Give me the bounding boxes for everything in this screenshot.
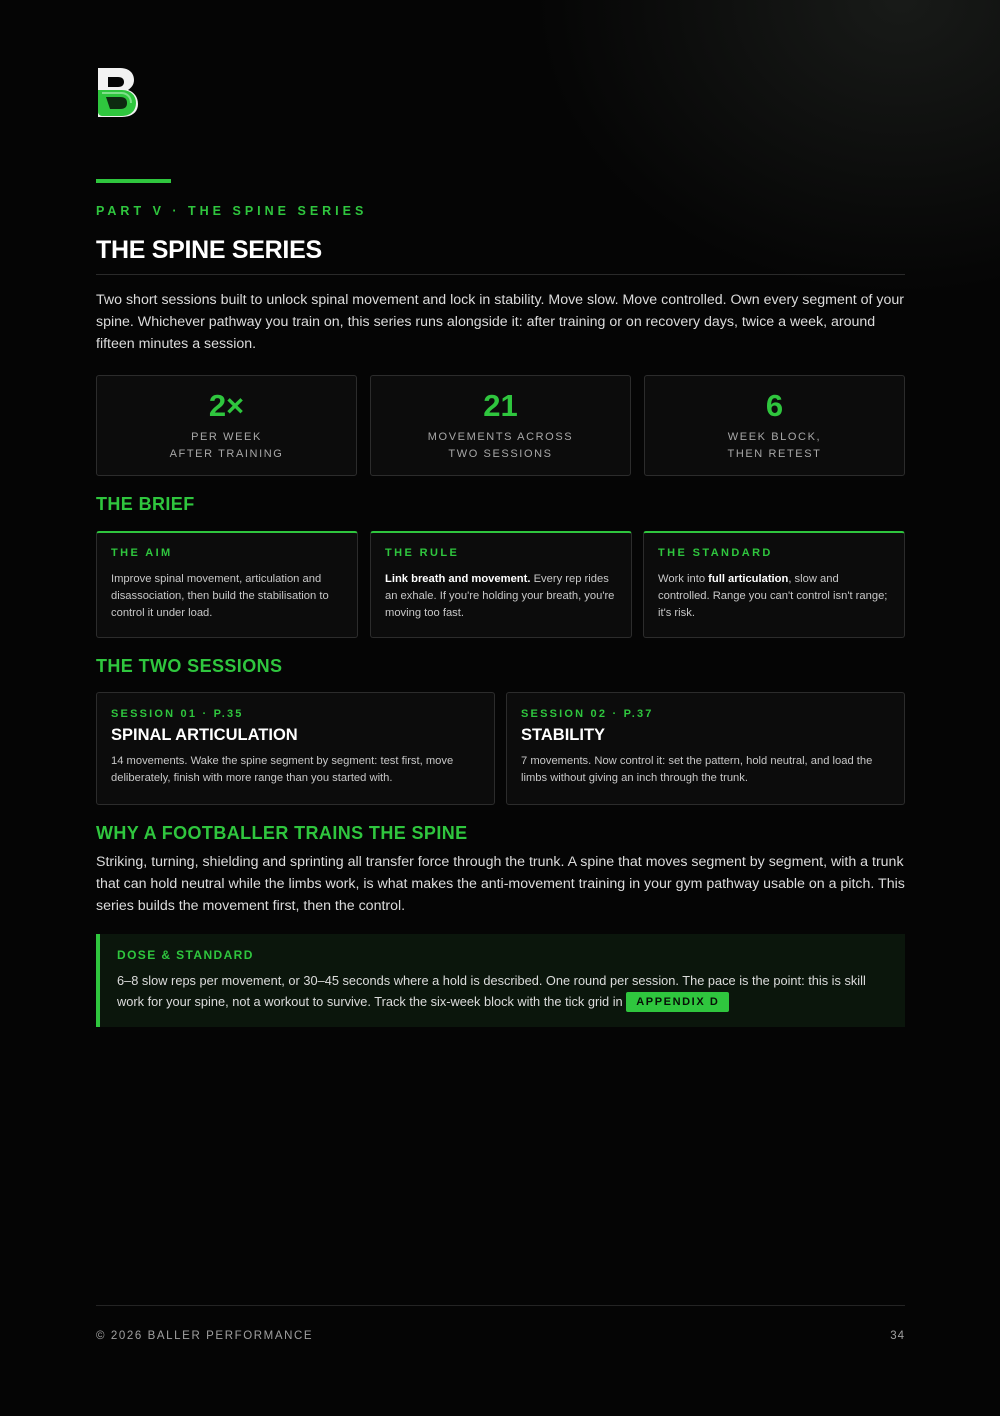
card-kicker: THE RULE xyxy=(385,547,460,559)
section-eyebrow: PART V · THE SPINE SERIES xyxy=(96,204,368,218)
card-body-bold: Link breath and movement. xyxy=(385,573,531,585)
brief-heading: THE BRIEF xyxy=(96,494,195,514)
session-kicker: SESSION 02 · P.37 xyxy=(521,708,654,720)
footer-divider xyxy=(96,1305,905,1306)
callout-text: 6–8 slow reps per movement, or 30–45 seconds where a hold is described. One round per session. The pace is the point: this is skill work for your spine, not a workout to survive. Track the six-week block with the tick grid in xyxy=(117,973,866,1009)
baller-b-logo-icon xyxy=(96,66,140,118)
stat-value: 21 xyxy=(483,388,518,423)
stat-label xyxy=(371,429,630,463)
sessions-heading: THE TWO SESSIONS xyxy=(96,656,283,676)
page-title: THE SPINE SERIES xyxy=(96,236,322,264)
stat-value: 6 xyxy=(765,388,784,423)
stat-label-line: THEN RETEST xyxy=(727,448,822,460)
session-title: SPINAL ARTICULATION xyxy=(111,726,298,744)
session-cards xyxy=(96,692,905,805)
card-body xyxy=(658,571,890,622)
brief-card-aim xyxy=(96,531,358,638)
stats-row xyxy=(96,375,905,476)
stat-value: 2× xyxy=(208,388,245,423)
footer-copyright: © 2026 BALLER PERFORMANCE xyxy=(96,1330,314,1342)
session-card-stability[interactable] xyxy=(506,692,905,805)
stat-label-line: WEEK BLOCK, xyxy=(727,431,822,443)
accent-rule xyxy=(96,179,171,183)
session-body: 14 movements. Wake the spine segment by segment: test first, move deliberately, finish with more range than you started with. xyxy=(111,755,454,784)
why-heading: WHY A FOOTBALLER TRAINS THE SPINE xyxy=(96,823,468,843)
card-body-text: , slow and controlled. Range you can't control isn't range; it's risk. xyxy=(658,573,888,619)
stat-label-line: AFTER TRAINING xyxy=(169,448,284,460)
callout-body xyxy=(117,970,889,1012)
session-body: 7 movements. Now control it: set the pattern, hold neutral, and load the limbs without giving an inch through the trunk. xyxy=(521,755,873,784)
card-body xyxy=(385,571,617,622)
dose-callout xyxy=(96,934,905,1027)
stat-card xyxy=(96,375,357,476)
stat-card xyxy=(370,375,631,476)
intro-paragraph: Two short sessions built to unlock spinal movement and lock in stability. Move slow. Move controlled. Own every segment of your spine. Whichever pathway you train on, this series runs alongside it: after training or on recovery days, twice a week, around fifteen minutes a session. xyxy=(96,292,904,352)
why-paragraph: Striking, turning, shielding and sprinting all transfer force through the trunk. A spine that moves segment by segment, with a trunk that can hold neutral while the limbs work, is what makes the anti-movement training in your gym pathway usable on a pitch. This series builds the movement first, then the control. xyxy=(96,854,905,914)
brief-card-rule xyxy=(370,531,632,638)
stat-label-line: TWO SESSIONS xyxy=(448,448,553,460)
card-kicker: THE STANDARD xyxy=(658,547,773,559)
brief-cards xyxy=(96,531,905,638)
stat-label xyxy=(97,429,356,463)
appendix-link[interactable]: APPENDIX D xyxy=(626,992,729,1012)
card-body-bold: full articulation xyxy=(708,573,789,585)
session-kicker: SESSION 01 · P.35 xyxy=(111,708,244,720)
page-number: 34 xyxy=(890,1330,905,1342)
callout-kicker: DOSE & STANDARD xyxy=(117,948,254,962)
stat-label xyxy=(645,429,904,463)
title-divider xyxy=(96,274,905,275)
card-body-text: Every rep rides an exhale. If you're holding your breath, you're moving too fast. xyxy=(385,573,615,619)
card-kicker: THE AIM xyxy=(111,547,173,559)
session-card-articulation[interactable] xyxy=(96,692,495,805)
card-body: Improve spinal movement, articulation and disassociation, then build the stabilisation to control it under load. xyxy=(111,573,329,619)
session-title: STABILITY xyxy=(521,726,606,744)
brief-card-standard xyxy=(643,531,905,638)
stat-label-line: PER WEEK xyxy=(191,431,262,443)
stat-label-line: MOVEMENTS ACROSS xyxy=(427,431,574,443)
stat-card xyxy=(644,375,905,476)
card-body-text: Work into xyxy=(658,573,709,585)
